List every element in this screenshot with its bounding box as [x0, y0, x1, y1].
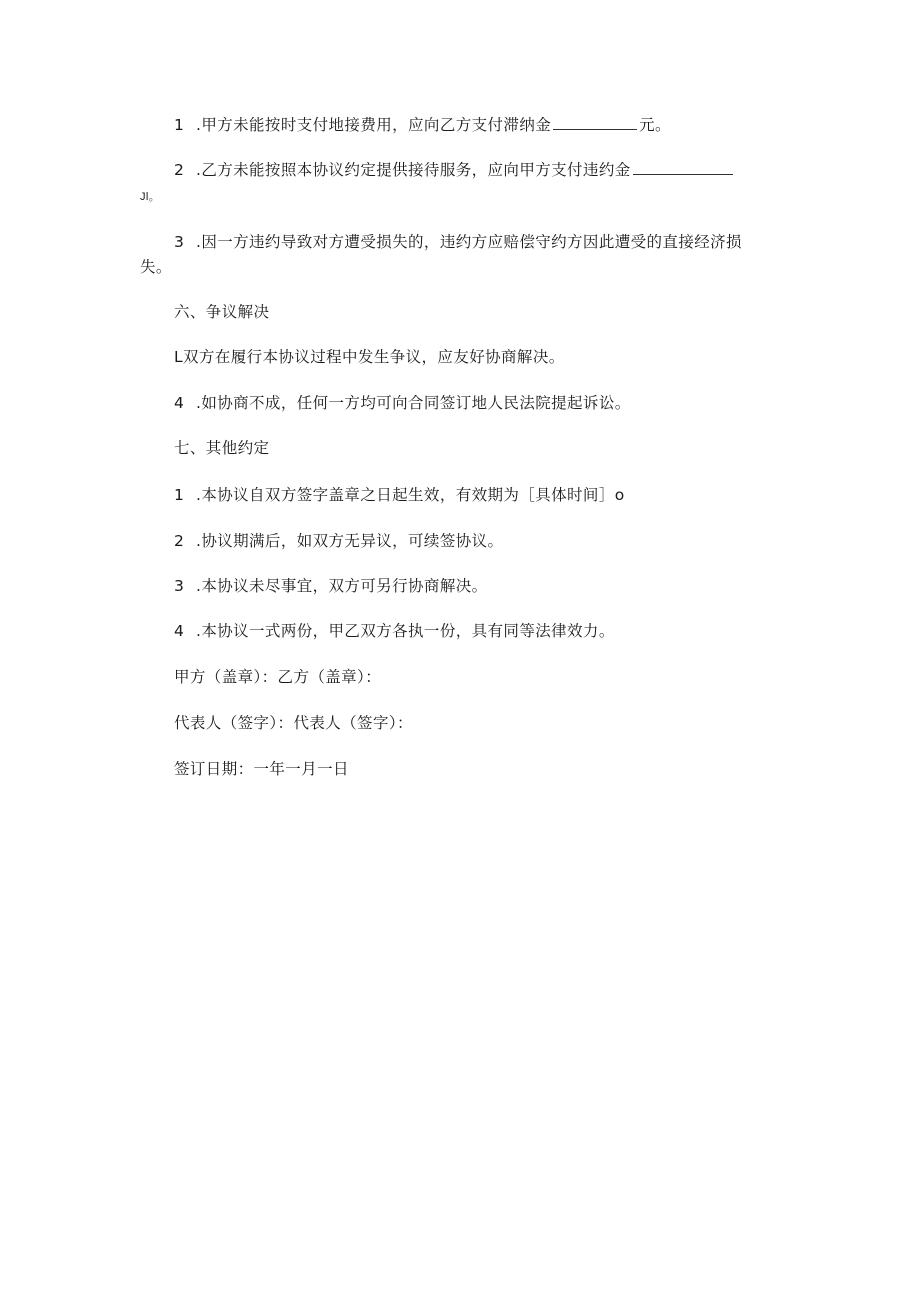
- clause-text: .乙方未能按照本协议约定提供接待服务，应向甲方支付违约金: [196, 161, 631, 179]
- clause-tail: 元。: [639, 116, 671, 134]
- other-clause-3: [174, 575, 488, 597]
- clause-2-continuation: Jl。: [140, 191, 161, 203]
- clause-number: 2: [174, 161, 185, 179]
- clause-number: 1: [174, 486, 185, 504]
- clause-number: 2: [174, 532, 185, 550]
- clause-text: .甲方未能按时支付地接费用，应向乙方支付滞纳金: [196, 116, 552, 134]
- clause-number: 4: [174, 622, 185, 640]
- dispute-clause-2: [174, 392, 631, 414]
- clause-text: .本协议未尽事宜，双方可另行协商解决。: [196, 577, 488, 595]
- clause-text: .本协议一式两份，甲乙双方各执一份，具有同等法律效力。: [196, 622, 615, 640]
- clause-number: 1: [174, 116, 185, 134]
- clause-number: 4: [174, 394, 185, 412]
- other-clause-4: [174, 620, 615, 642]
- signature-representative-line: 代表人（签字）：代表人（签字）：: [174, 714, 413, 732]
- clause-1: [174, 114, 671, 136]
- clause-text: .本协议自双方签字盖章之日起生效，有效期为［具体时间］o: [196, 486, 625, 504]
- clause-number: 3: [174, 233, 185, 251]
- clause-3: [174, 231, 742, 253]
- signature-seal-line: 甲方（盖章）：乙方（盖章）：: [174, 668, 382, 686]
- fill-blank[interactable]: [553, 115, 637, 130]
- signing-date-line: 签订日期：一年一月一日: [174, 760, 349, 778]
- clause-text: .如协商不成，任何一方均可向合同签订地人民法院提起诉讼。: [196, 394, 631, 412]
- other-clause-1: [174, 484, 625, 506]
- fill-blank[interactable]: [633, 160, 733, 175]
- clause-number: 3: [174, 577, 185, 595]
- section-heading-dispute: 六、争议解决: [174, 303, 270, 321]
- clause-2: [174, 159, 735, 181]
- clause-text: .协议期满后，如双方无异议，可续签协议。: [196, 532, 504, 550]
- section-heading-other: 七、其他约定: [174, 439, 270, 457]
- other-clause-2: [174, 530, 503, 552]
- clause-text: .因一方违约导致对方遭受损失的，违约方应赔偿守约方因此遭受的直接经济损: [196, 233, 742, 251]
- dispute-clause-1: L双方在履行本协议过程中发生争议，应友好协商解决。: [174, 348, 565, 366]
- clause-3-continuation: 失。: [140, 258, 172, 276]
